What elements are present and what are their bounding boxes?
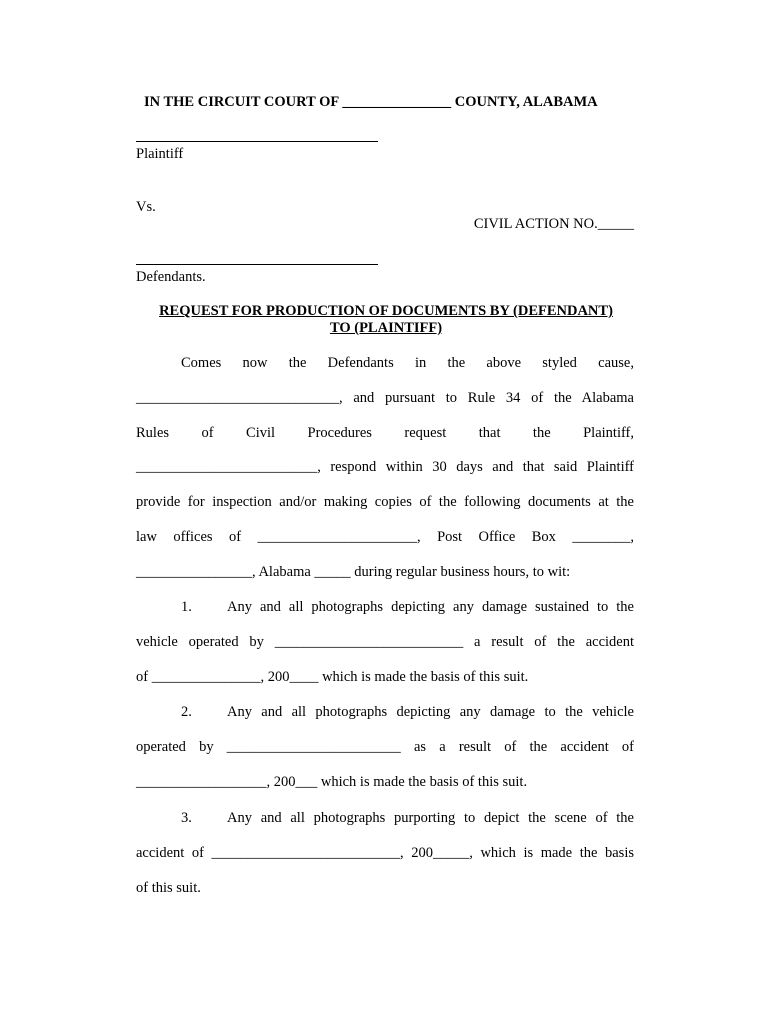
item-line: Any and all photographs depicting any damage sustained to the	[227, 599, 634, 615]
item-line: of _______________, 200____ which is made the basis of this suit.	[136, 669, 529, 685]
body-line: ________________, Alabama _____ during regular business hours, to wit:	[136, 564, 571, 580]
item-number: 1.	[181, 599, 192, 615]
plaintiff-label: Plaintiff	[136, 146, 184, 162]
item-line: operated by ________________________ as a result of the accident of	[136, 739, 634, 755]
defendants-label: Defendants.	[136, 269, 206, 285]
item-line: of this suit.	[136, 880, 201, 896]
item-line: vehicle operated by __________________________ a result of the accident	[136, 634, 634, 650]
plaintiff-signature-line	[136, 141, 378, 142]
item-line: __________________, 200___ which is made the basis of this suit.	[136, 774, 528, 790]
body-line: Comes now the Defendants in the above styled cause,	[181, 355, 634, 371]
item-number: 2.	[181, 704, 192, 720]
body-line: provide for inspection and/or making copies of the following documents at the	[136, 494, 634, 510]
body-line: ____________________________, and pursuant to Rule 34 of the Alabama	[136, 390, 634, 406]
body-line: law offices of ______________________, Post Office Box ________,	[136, 529, 634, 545]
item-line: Any and all photographs depicting any damage to the vehicle	[227, 704, 634, 720]
item-number: 3.	[181, 810, 192, 826]
civil-action-number: CIVIL ACTION NO._____	[473, 216, 634, 232]
versus-label: Vs.	[136, 199, 156, 215]
document-title-line-1: REQUEST FOR PRODUCTION OF DOCUMENTS BY (DEFENDANT)	[159, 303, 613, 319]
court-heading: IN THE CIRCUIT COURT OF _______________ COUNTY, ALABAMA	[144, 94, 598, 110]
defendants-signature-line	[136, 264, 378, 265]
item-line: Any and all photographs purporting to depict the scene of the	[227, 810, 634, 826]
item-line: accident of __________________________, 200_____, which is made the basis	[136, 845, 634, 861]
body-line: _________________________, respond within 30 days and that said Plaintiff	[136, 459, 634, 475]
document-title-line-2: TO (PLAINTIFF)	[329, 320, 443, 336]
body-line: Rules of Civil Procedures request that the Plaintiff,	[136, 425, 634, 441]
